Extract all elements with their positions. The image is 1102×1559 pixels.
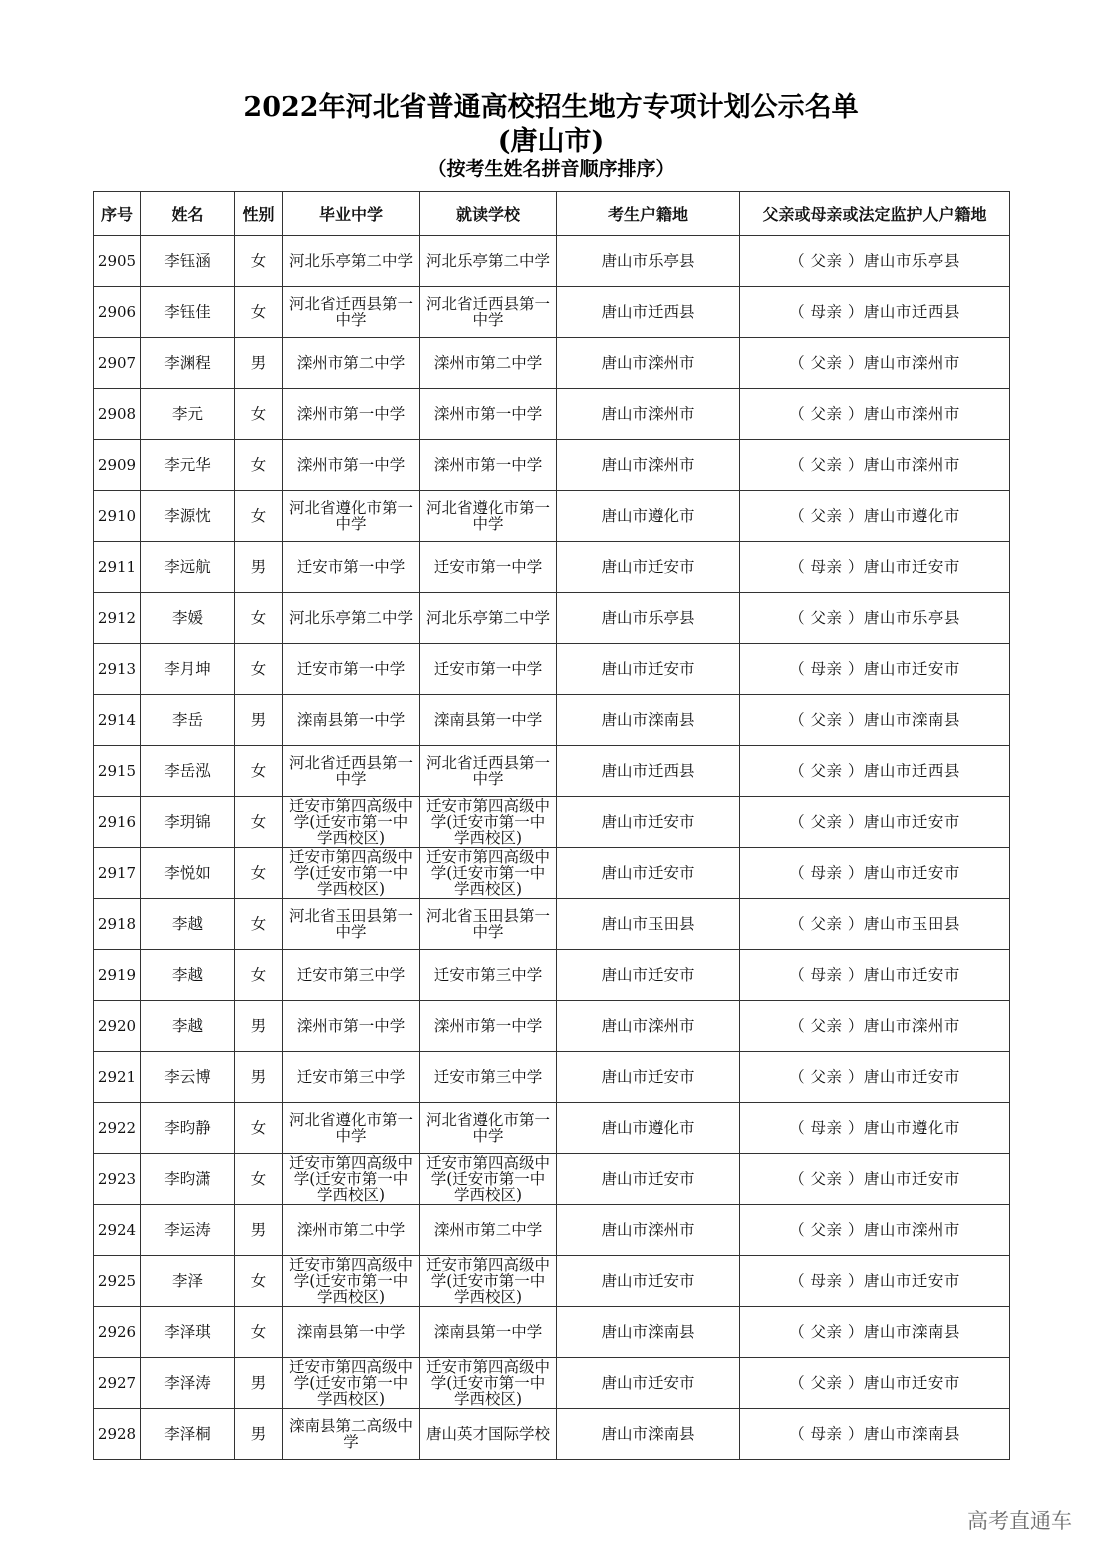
- cell-index: 2912: [94, 593, 141, 644]
- cell-parent-hukou: （ 母亲 ）唐山市迁安市: [740, 950, 1010, 1001]
- cell-index: 2923: [94, 1154, 141, 1205]
- cell-graduation-school: 滦南县第一中学: [283, 695, 420, 746]
- cell-student-hukou: 唐山市迁安市: [557, 848, 740, 899]
- cell-current-school: 河北省迁西县第一中学: [420, 287, 557, 338]
- page-subtitle-sort-note: （按考生姓名拼音顺序排序）: [427, 158, 675, 180]
- table-row: [94, 389, 1010, 440]
- table-row: [94, 1256, 1010, 1307]
- cell-current-school: 河北省迁西县第一中学: [420, 746, 557, 797]
- cell-parent-hukou: （ 父亲 ）唐山市迁西县: [740, 746, 1010, 797]
- watermark: 高考直通车: [967, 1509, 1072, 1533]
- cell-name: 李玥锦: [141, 797, 235, 848]
- table-row: [94, 491, 1010, 542]
- cell-current-school: 滦州市第二中学: [420, 1205, 557, 1256]
- cell-graduation-school: 河北乐亭第二中学: [283, 593, 420, 644]
- cell-graduation-school: 滦州市第一中学: [283, 389, 420, 440]
- cell-student-hukou: 唐山市迁安市: [557, 950, 740, 1001]
- table-row: [94, 1205, 1010, 1256]
- cell-index: 2913: [94, 644, 141, 695]
- cell-graduation-school: 迁安市第三中学: [283, 1052, 420, 1103]
- table-row: [94, 1358, 1010, 1409]
- cell-name: 李源忱: [141, 491, 235, 542]
- cell-current-school: 迁安市第四高级中学(迁安市第一中学西校区): [420, 848, 557, 899]
- cell-name: 李泽桐: [141, 1409, 235, 1460]
- cell-index: 2918: [94, 899, 141, 950]
- cell-parent-hukou: （ 父亲 ）唐山市滦州市: [740, 440, 1010, 491]
- cell-gender: 女: [235, 899, 283, 950]
- cell-index: 2928: [94, 1409, 141, 1460]
- cell-name: 李越: [141, 950, 235, 1001]
- table-row: [94, 542, 1010, 593]
- cell-student-hukou: 唐山市滦州市: [557, 389, 740, 440]
- table-row: [94, 1103, 1010, 1154]
- cell-index: 2919: [94, 950, 141, 1001]
- cell-gender: 男: [235, 1052, 283, 1103]
- cell-current-school: 迁安市第四高级中学(迁安市第一中学西校区): [420, 1256, 557, 1307]
- cell-name: 李越: [141, 1001, 235, 1052]
- cell-parent-hukou: （ 父亲 ）唐山市玉田县: [740, 899, 1010, 950]
- cell-graduation-school: 迁安市第一中学: [283, 542, 420, 593]
- cell-name: 李媛: [141, 593, 235, 644]
- cell-graduation-school: 河北省遵化市第一中学: [283, 1103, 420, 1154]
- cell-current-school: 迁安市第三中学: [420, 1052, 557, 1103]
- cell-gender: 女: [235, 644, 283, 695]
- cell-student-hukou: 唐山市乐亭县: [557, 236, 740, 287]
- cell-index: 2910: [94, 491, 141, 542]
- cell-graduation-school: 河北乐亭第二中学: [283, 236, 420, 287]
- cell-name: 李元: [141, 389, 235, 440]
- table-row: [94, 1409, 1010, 1460]
- cell-gender: 女: [235, 950, 283, 1001]
- table-row: [94, 797, 1010, 848]
- cell-parent-hukou: （ 父亲 ）唐山市迁安市: [740, 1154, 1010, 1205]
- header-index: 序号: [94, 192, 141, 236]
- cell-parent-hukou: （ 父亲 ）唐山市遵化市: [740, 491, 1010, 542]
- cell-parent-hukou: （ 母亲 ）唐山市迁安市: [740, 1256, 1010, 1307]
- cell-gender: 女: [235, 287, 283, 338]
- cell-parent-hukou: （ 父亲 ）唐山市滦南县: [740, 695, 1010, 746]
- cell-index: 2927: [94, 1358, 141, 1409]
- cell-parent-hukou: （ 父亲 ）唐山市滦州市: [740, 338, 1010, 389]
- cell-student-hukou: 唐山市滦南县: [557, 695, 740, 746]
- header-gender: 性别: [235, 192, 283, 236]
- cell-student-hukou: 唐山市迁安市: [557, 1052, 740, 1103]
- cell-index: 2911: [94, 542, 141, 593]
- cell-gender: 女: [235, 848, 283, 899]
- cell-name: 李越: [141, 899, 235, 950]
- cell-gender: 女: [235, 593, 283, 644]
- cell-student-hukou: 唐山市遵化市: [557, 1103, 740, 1154]
- cell-graduation-school: 迁安市第一中学: [283, 644, 420, 695]
- cell-name: 李岳泓: [141, 746, 235, 797]
- cell-parent-hukou: （ 父亲 ）唐山市滦州市: [740, 1205, 1010, 1256]
- cell-student-hukou: 唐山市乐亭县: [557, 593, 740, 644]
- cell-gender: 男: [235, 1409, 283, 1460]
- header-name: 姓名: [141, 192, 235, 236]
- cell-graduation-school: 河北省玉田县第一中学: [283, 899, 420, 950]
- cell-student-hukou: 唐山市迁安市: [557, 1154, 740, 1205]
- cell-current-school: 河北省遵化市第一中学: [420, 1103, 557, 1154]
- cell-name: 李远航: [141, 542, 235, 593]
- cell-current-school: 河北省玉田县第一中学: [420, 899, 557, 950]
- cell-index: 2909: [94, 440, 141, 491]
- cell-gender: 女: [235, 1154, 283, 1205]
- cell-student-hukou: 唐山市玉田县: [557, 899, 740, 950]
- table-row: [94, 1307, 1010, 1358]
- cell-current-school: 滦州市第一中学: [420, 389, 557, 440]
- cell-index: 2921: [94, 1052, 141, 1103]
- table-row: [94, 287, 1010, 338]
- cell-index: 2922: [94, 1103, 141, 1154]
- cell-index: 2915: [94, 746, 141, 797]
- cell-current-school: 迁安市第四高级中学(迁安市第一中学西校区): [420, 1358, 557, 1409]
- cell-parent-hukou: （ 母亲 ）唐山市迁安市: [740, 542, 1010, 593]
- cell-name: 李云博: [141, 1052, 235, 1103]
- cell-graduation-school: 迁安市第四高级中学(迁安市第一中学西校区): [283, 848, 420, 899]
- cell-gender: 女: [235, 1103, 283, 1154]
- cell-name: 李运涛: [141, 1205, 235, 1256]
- table-row: [94, 950, 1010, 1001]
- cell-student-hukou: 唐山市迁安市: [557, 1256, 740, 1307]
- cell-current-school: 迁安市第四高级中学(迁安市第一中学西校区): [420, 1154, 557, 1205]
- cell-current-school: 河北省遵化市第一中学: [420, 491, 557, 542]
- cell-index: 2925: [94, 1256, 141, 1307]
- table-row: [94, 1052, 1010, 1103]
- cell-graduation-school: 迁安市第三中学: [283, 950, 420, 1001]
- cell-gender: 男: [235, 338, 283, 389]
- cell-graduation-school: 滦州市第二中学: [283, 338, 420, 389]
- cell-name: 李泽: [141, 1256, 235, 1307]
- cell-gender: 女: [235, 236, 283, 287]
- roster-table: [93, 191, 1010, 1460]
- cell-index: 2905: [94, 236, 141, 287]
- cell-current-school: 迁安市第一中学: [420, 644, 557, 695]
- cell-index: 2907: [94, 338, 141, 389]
- cell-gender: 女: [235, 440, 283, 491]
- cell-student-hukou: 唐山市滦南县: [557, 1307, 740, 1358]
- cell-index: 2916: [94, 797, 141, 848]
- cell-gender: 男: [235, 1358, 283, 1409]
- cell-graduation-school: 迁安市第四高级中学(迁安市第一中学西校区): [283, 797, 420, 848]
- table-row: [94, 236, 1010, 287]
- cell-student-hukou: 唐山市迁西县: [557, 746, 740, 797]
- header-current-school: 就读学校: [420, 192, 557, 236]
- cell-name: 李钰涵: [141, 236, 235, 287]
- cell-name: 李泽琪: [141, 1307, 235, 1358]
- cell-current-school: 迁安市第三中学: [420, 950, 557, 1001]
- table-row: [94, 593, 1010, 644]
- cell-student-hukou: 唐山市滦州市: [557, 338, 740, 389]
- cell-parent-hukou: （ 母亲 ）唐山市遵化市: [740, 1103, 1010, 1154]
- cell-index: 2908: [94, 389, 141, 440]
- cell-student-hukou: 唐山市迁安市: [557, 1358, 740, 1409]
- cell-gender: 女: [235, 746, 283, 797]
- table-row: [94, 695, 1010, 746]
- cell-student-hukou: 唐山市迁安市: [557, 797, 740, 848]
- cell-graduation-school: 河北省迁西县第一中学: [283, 746, 420, 797]
- cell-parent-hukou: （ 父亲 ）唐山市迁安市: [740, 1358, 1010, 1409]
- page-subtitle-city: (唐山市): [497, 126, 605, 157]
- cell-parent-hukou: （ 父亲 ）唐山市滦州市: [740, 1001, 1010, 1052]
- cell-current-school: 河北乐亭第二中学: [420, 236, 557, 287]
- cell-graduation-school: 迁安市第四高级中学(迁安市第一中学西校区): [283, 1154, 420, 1205]
- cell-student-hukou: 唐山市滦南县: [557, 1409, 740, 1460]
- page-title: 2022年河北省普通高校招生地方专项计划公示名单: [243, 92, 859, 123]
- cell-graduation-school: 滦州市第一中学: [283, 1001, 420, 1052]
- cell-gender: 男: [235, 542, 283, 593]
- cell-graduation-school: 迁安市第四高级中学(迁安市第一中学西校区): [283, 1358, 420, 1409]
- cell-name: 李泽涛: [141, 1358, 235, 1409]
- cell-index: 2914: [94, 695, 141, 746]
- cell-parent-hukou: （ 父亲 ）唐山市乐亭县: [740, 236, 1010, 287]
- cell-parent-hukou: （ 母亲 ）唐山市迁安市: [740, 848, 1010, 899]
- cell-current-school: 迁安市第四高级中学(迁安市第一中学西校区): [420, 797, 557, 848]
- cell-student-hukou: 唐山市滦州市: [557, 1205, 740, 1256]
- cell-parent-hukou: （ 父亲 ）唐山市滦州市: [740, 389, 1010, 440]
- cell-gender: 女: [235, 797, 283, 848]
- cell-gender: 女: [235, 1256, 283, 1307]
- cell-name: 李昀静: [141, 1103, 235, 1154]
- cell-parent-hukou: （ 母亲 ）唐山市迁西县: [740, 287, 1010, 338]
- cell-parent-hukou: （ 父亲 ）唐山市乐亭县: [740, 593, 1010, 644]
- cell-parent-hukou: （ 父亲 ）唐山市迁安市: [740, 1052, 1010, 1103]
- cell-student-hukou: 唐山市迁西县: [557, 287, 740, 338]
- table-row: [94, 1001, 1010, 1052]
- cell-name: 李昀潇: [141, 1154, 235, 1205]
- cell-name: 李渊程: [141, 338, 235, 389]
- cell-index: 2924: [94, 1205, 141, 1256]
- cell-current-school: 迁安市第一中学: [420, 542, 557, 593]
- cell-graduation-school: 迁安市第四高级中学(迁安市第一中学西校区): [283, 1256, 420, 1307]
- table-header-row: [94, 192, 1010, 236]
- header-student-hukou: 考生户籍地: [557, 192, 740, 236]
- cell-name: 李月坤: [141, 644, 235, 695]
- cell-index: 2906: [94, 287, 141, 338]
- cell-parent-hukou: （ 母亲 ）唐山市迁安市: [740, 644, 1010, 695]
- table-row: [94, 440, 1010, 491]
- cell-graduation-school: 滦南县第一中学: [283, 1307, 420, 1358]
- cell-graduation-school: 河北省迁西县第一中学: [283, 287, 420, 338]
- cell-parent-hukou: （ 母亲 ）唐山市滦南县: [740, 1409, 1010, 1460]
- cell-index: 2917: [94, 848, 141, 899]
- cell-index: 2920: [94, 1001, 141, 1052]
- cell-current-school: 滦州市第一中学: [420, 440, 557, 491]
- cell-name: 李岳: [141, 695, 235, 746]
- cell-student-hukou: 唐山市迁安市: [557, 542, 740, 593]
- cell-gender: 男: [235, 695, 283, 746]
- cell-current-school: 滦南县第一中学: [420, 695, 557, 746]
- header-graduation-school: 毕业中学: [283, 192, 420, 236]
- cell-current-school: 滦南县第一中学: [420, 1307, 557, 1358]
- table-row: [94, 848, 1010, 899]
- table-row: [94, 1154, 1010, 1205]
- cell-gender: 女: [235, 491, 283, 542]
- cell-gender: 女: [235, 1307, 283, 1358]
- table-row: [94, 644, 1010, 695]
- cell-student-hukou: 唐山市滦州市: [557, 1001, 740, 1052]
- cell-parent-hukou: （ 父亲 ）唐山市滦南县: [740, 1307, 1010, 1358]
- cell-current-school: 河北乐亭第二中学: [420, 593, 557, 644]
- cell-graduation-school: 滦州市第二中学: [283, 1205, 420, 1256]
- cell-graduation-school: 河北省遵化市第一中学: [283, 491, 420, 542]
- cell-graduation-school: 滦州市第一中学: [283, 440, 420, 491]
- cell-name: 李钰佳: [141, 287, 235, 338]
- cell-student-hukou: 唐山市遵化市: [557, 491, 740, 542]
- table-row: [94, 746, 1010, 797]
- cell-current-school: 滦州市第一中学: [420, 1001, 557, 1052]
- cell-gender: 男: [235, 1001, 283, 1052]
- cell-gender: 男: [235, 1205, 283, 1256]
- cell-index: 2926: [94, 1307, 141, 1358]
- header-parent-hukou: 父亲或母亲或法定监护人户籍地: [740, 192, 1010, 236]
- table-row: [94, 338, 1010, 389]
- cell-current-school: 唐山英才国际学校: [420, 1409, 557, 1460]
- cell-graduation-school: 滦南县第二高级中学: [283, 1409, 420, 1460]
- cell-name: 李悦如: [141, 848, 235, 899]
- cell-student-hukou: 唐山市滦州市: [557, 440, 740, 491]
- table-row: [94, 899, 1010, 950]
- cell-student-hukou: 唐山市迁安市: [557, 644, 740, 695]
- cell-parent-hukou: （ 父亲 ）唐山市迁安市: [740, 797, 1010, 848]
- cell-gender: 女: [235, 389, 283, 440]
- cell-current-school: 滦州市第二中学: [420, 338, 557, 389]
- cell-name: 李元华: [141, 440, 235, 491]
